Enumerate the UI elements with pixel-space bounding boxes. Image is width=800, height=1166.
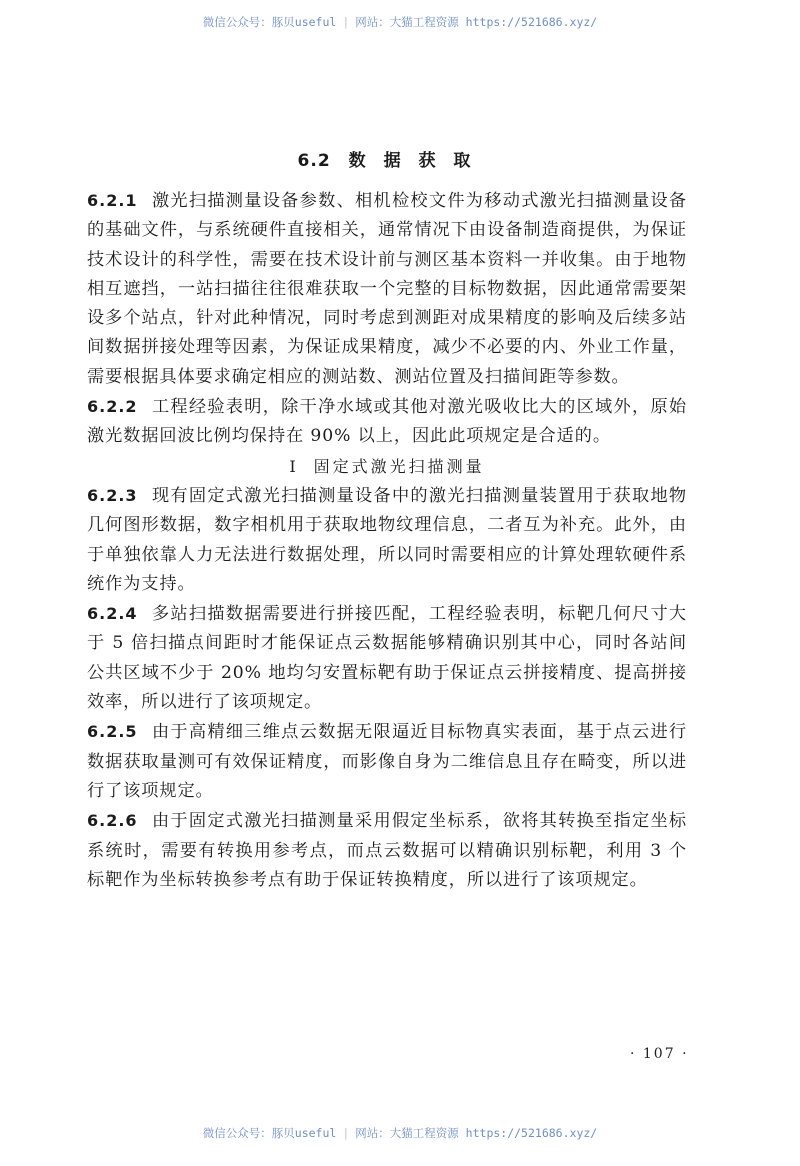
section-number: 6.2 bbox=[297, 151, 331, 171]
clause-6-2-1 bbox=[87, 186, 687, 392]
clause-number: 6.2.5 bbox=[87, 722, 138, 742]
clause-6-2-5 bbox=[87, 717, 687, 806]
clause-6-2-6 bbox=[87, 806, 687, 895]
section-title-text: 数 据 获 取 bbox=[348, 151, 477, 171]
watermark-website: 网站：大猫工程资源 https://521686.xyz/ bbox=[355, 15, 598, 29]
clause-number: 6.2.2 bbox=[87, 397, 138, 417]
watermark-footer bbox=[0, 1125, 800, 1141]
clause-number: 6.2.3 bbox=[87, 485, 138, 505]
clause-text: 现有固定式激光扫描测量设备中的激光扫描测量装置用于获取地物几何图形数据，数字相机用于获取地物纹理信息，二者互为补充。此外，由于单独依靠人力无法进行数据处理，所以同时需要相应的计算处理软硬件系统作为支持。 bbox=[87, 485, 687, 594]
clause-number: 6.2.4 bbox=[87, 604, 138, 624]
clause-number: 6.2.6 bbox=[87, 811, 138, 831]
clause-number: 6.2.1 bbox=[87, 191, 138, 210]
clause-6-2-2 bbox=[87, 392, 687, 452]
clause-6-2-4 bbox=[87, 599, 687, 717]
watermark-wechat: 微信公众号：豚贝useful bbox=[202, 15, 337, 29]
clause-text: 激光扫描测量设备参数、相机检校文件为移动式激光扫描测量设备的基础文件，与系统硬件直接相关，通常情况下由设备制造商提供，为保证技术设计的科学性，需要在技术设计前与测区基本资料一并收集。由于地物相互遮挡，一站扫描往往很难获取一个完整的目标物数据，因此通常需要架设多个站点，针对此种情况，同时考虑到测距对成果精度的影响及后续多站间数据拼接处理等因素，为保证成果精度，减少不必要的内、外业工作量，需要根据具体要求确定相应的测站数、测站位置及扫描间距等参数。 bbox=[87, 191, 687, 387]
document-page bbox=[87, 146, 687, 895]
page-number: · 107 · bbox=[630, 1046, 689, 1062]
watermark-header bbox=[0, 14, 800, 30]
clause-text: 工程经验表明，除干净水域或其他对激光吸收比大的区域外，原始激光数据回波比例均保持在 90% 以上，因此此项规定是合适的。 bbox=[87, 397, 687, 447]
watermark-separator: | bbox=[342, 1126, 350, 1140]
clause-text: 由于高精细三维点云数据无限逼近目标物真实表面，基于点云进行数据获取量测可有效保证精度，而影像自身为二维信息且存在畸变，所以进行了该项规定。 bbox=[87, 722, 687, 801]
section-title bbox=[87, 146, 687, 176]
watermark-wechat: 微信公众号：豚贝useful bbox=[202, 1126, 337, 1140]
clause-text: 由于固定式激光扫描测量采用假定坐标系，欲将其转换至指定坐标系统时，需要有转换用参考点，而点云数据可以精确识别标靶，利用 3 个标靶作为坐标转换参考点有助于保证转换精度，所以进行了该项规定。 bbox=[87, 811, 687, 890]
clause-6-2-3 bbox=[87, 481, 687, 599]
watermark-website: 网站：大猫工程资源 https://521686.xyz/ bbox=[355, 1126, 598, 1140]
clause-text: 多站扫描数据需要进行拼接匹配，工程经验表明，标靶几何尺寸大于 5 倍扫描点间距时才能保证点云数据能够精确识别其中心，同时各站间公共区域不少于 20% 地均匀安置标靶有助于保证点云拼接精度、提高拼接效率，所以进行了该项规定。 bbox=[87, 604, 687, 713]
subsection-heading bbox=[87, 452, 687, 481]
subsection-roman-numeral: Ⅰ bbox=[289, 456, 296, 476]
watermark-separator: | bbox=[342, 15, 350, 29]
subsection-title: 固定式激光扫描测量 bbox=[313, 456, 485, 476]
